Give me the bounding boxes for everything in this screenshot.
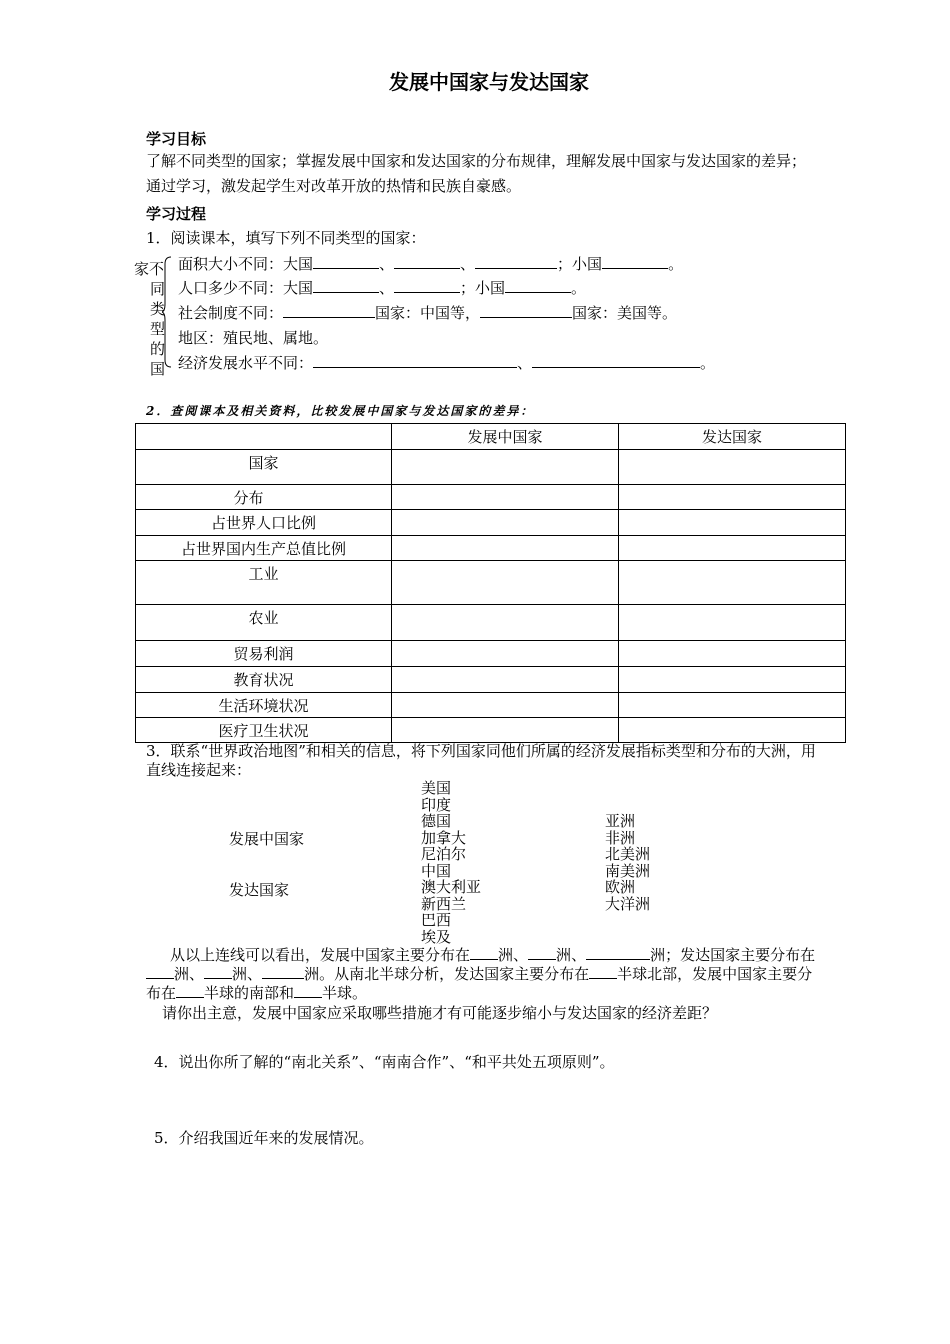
country-item[interactable]: 澳大利亚 bbox=[421, 878, 482, 896]
blank-field[interactable] bbox=[602, 254, 668, 269]
q1-line3-text-c: 国家：美国等。 bbox=[572, 304, 678, 322]
q3-question: 请你出主意，发展中国家应采取哪些措施才有可能逐步缩小与发达国家的经济差距？ bbox=[162, 1004, 718, 1022]
q1-line3-text: 社会制度不同： bbox=[178, 304, 284, 322]
answer-cell[interactable] bbox=[619, 536, 846, 561]
answer-cell[interactable] bbox=[392, 605, 619, 641]
blank-field[interactable] bbox=[146, 964, 174, 979]
table-row bbox=[136, 667, 846, 693]
answer-cell[interactable] bbox=[619, 718, 846, 743]
table-row bbox=[136, 450, 846, 485]
side-label-char: 类 bbox=[150, 300, 166, 318]
blank-field[interactable] bbox=[532, 353, 700, 368]
q1-line5-text: 经济发展水平不同： bbox=[178, 354, 314, 372]
sep: 、 bbox=[379, 279, 395, 297]
continent-item[interactable]: 南美洲 bbox=[605, 861, 651, 880]
continent-item[interactable]: 大洋洲 bbox=[605, 894, 651, 913]
q1-line-economy bbox=[178, 352, 715, 373]
q4-prompt: 4．说出你所了解的“南北关系”、“南南合作”、“和平共处五项原则”。 bbox=[154, 1053, 615, 1071]
table-row bbox=[136, 485, 846, 510]
blank-field[interactable] bbox=[586, 945, 650, 960]
summary-text: 洲 bbox=[650, 946, 666, 964]
table-header-developed: 发达国家 bbox=[619, 424, 846, 450]
blank-field[interactable] bbox=[505, 278, 571, 293]
summary-text: 、 bbox=[513, 946, 529, 964]
q3-summary bbox=[146, 945, 818, 1002]
summary-text: 洲 bbox=[498, 946, 514, 964]
summary-text: 、 bbox=[571, 946, 587, 964]
table-header-row bbox=[136, 424, 846, 450]
table-header-developing: 发展中国家 bbox=[392, 424, 619, 450]
side-label-char: 国 bbox=[150, 360, 166, 378]
type-developed: 发达国家 bbox=[229, 881, 290, 899]
country-item[interactable]: 美国 bbox=[421, 779, 452, 797]
blank-field[interactable] bbox=[204, 964, 232, 979]
table-row bbox=[136, 718, 846, 743]
blank-field[interactable] bbox=[313, 278, 379, 293]
q2-prompt-text: 2．查阅课本及相关资料，比较发展中国家与发达国家的差异： bbox=[146, 404, 535, 418]
answer-cell[interactable] bbox=[619, 605, 846, 641]
country-item[interactable]: 加拿大 bbox=[421, 828, 467, 847]
answer-cell[interactable] bbox=[392, 693, 619, 718]
row-label: 贸易利润 bbox=[136, 641, 392, 667]
summary-text: 、 bbox=[247, 965, 263, 983]
summary-text: 半球的南部和 bbox=[204, 984, 295, 1002]
row-label: 占世界国内生产总值比例 bbox=[136, 536, 392, 561]
q1-line2-text-b: ；小国 bbox=[460, 279, 506, 297]
goals-text: 了解不同类型的国家；掌握发展中国家和发达国家的分布规律，理解发展中国家与发达国家的差异；通过学习，激发起学生对改革开放的热情和民族自豪感。 bbox=[146, 152, 807, 195]
q1-line3-text-b: 国家：中国等， bbox=[375, 304, 481, 322]
summary-text: 。从南北半球分析，发达国家主要分布在 bbox=[319, 965, 590, 983]
row-label: 分布 bbox=[136, 485, 392, 510]
country-item[interactable]: 巴西 bbox=[421, 911, 452, 929]
blank-field[interactable] bbox=[589, 964, 617, 979]
answer-cell[interactable] bbox=[619, 693, 846, 718]
answer-cell[interactable] bbox=[392, 667, 619, 693]
country-item[interactable]: 新西兰 bbox=[421, 894, 467, 913]
answer-cell[interactable] bbox=[392, 450, 619, 485]
q1-line-area bbox=[178, 253, 683, 274]
country-item[interactable]: 中国 bbox=[421, 861, 452, 880]
sep: 、 bbox=[517, 354, 533, 372]
side-label-char: 同 bbox=[150, 280, 166, 298]
summary-text: 半球。 bbox=[322, 984, 368, 1002]
continent-item[interactable]: 非洲 bbox=[605, 828, 636, 847]
answer-cell[interactable] bbox=[392, 718, 619, 743]
answer-cell[interactable] bbox=[392, 536, 619, 561]
q2-prompt bbox=[146, 401, 534, 419]
answer-cell[interactable] bbox=[619, 561, 846, 605]
blank-field[interactable] bbox=[480, 303, 572, 318]
answer-cell[interactable] bbox=[619, 641, 846, 667]
country-item[interactable]: 德国 bbox=[421, 812, 452, 830]
summary-text: 洲 bbox=[174, 965, 190, 983]
table-row bbox=[136, 693, 846, 718]
comparison-table bbox=[135, 423, 846, 743]
answer-cell[interactable] bbox=[392, 485, 619, 510]
summary-text: 洲 bbox=[556, 946, 572, 964]
side-label-char: 型 bbox=[150, 320, 166, 338]
row-label: 生活环境状况 bbox=[136, 693, 392, 718]
summary-text: 洲 bbox=[232, 965, 248, 983]
table-header-cell bbox=[136, 424, 392, 450]
row-label: 占世界人口比例 bbox=[136, 510, 392, 536]
summary-text: 从以上连线可以看出，发展中国家主要分布在 bbox=[170, 946, 471, 964]
answer-cell[interactable] bbox=[619, 485, 846, 510]
country-item[interactable]: 尼泊尔 bbox=[421, 845, 467, 863]
blank-field[interactable] bbox=[394, 278, 460, 293]
continent-list bbox=[605, 813, 650, 912]
table-row bbox=[136, 605, 846, 641]
continent-item[interactable]: 北美洲 bbox=[605, 845, 651, 863]
country-item[interactable]: 印度 bbox=[421, 795, 452, 814]
blank-field[interactable] bbox=[394, 254, 460, 269]
blank-field[interactable] bbox=[470, 945, 498, 960]
row-label: 医疗卫生状况 bbox=[136, 718, 392, 743]
q1-prompt: 1．阅读课本，填写下列不同类型的国家： bbox=[146, 229, 426, 247]
q1-line1-text-b: ；小国 bbox=[557, 255, 603, 273]
period: 。 bbox=[700, 354, 716, 372]
answer-cell[interactable] bbox=[392, 510, 619, 536]
table-row bbox=[136, 561, 846, 605]
summary-text: 、 bbox=[189, 965, 205, 983]
row-label: 教育状况 bbox=[136, 667, 392, 693]
q1-line-social-system bbox=[178, 302, 677, 323]
continent-item[interactable]: 亚洲 bbox=[605, 812, 636, 830]
goals-heading: 学习目标 bbox=[146, 130, 207, 148]
blank-field[interactable] bbox=[313, 254, 379, 269]
country-list bbox=[421, 780, 481, 945]
blank-field[interactable] bbox=[262, 964, 304, 979]
q1-line1-text: 面积大小不同：大国 bbox=[178, 255, 314, 273]
answer-cell[interactable] bbox=[392, 561, 619, 605]
table-row bbox=[136, 536, 846, 561]
period: 。 bbox=[571, 279, 587, 297]
row-label: 国家 bbox=[136, 450, 392, 485]
side-label-char: 家不 bbox=[134, 260, 165, 278]
continent-item[interactable]: 欧洲 bbox=[605, 878, 636, 896]
summary-text: 洲 bbox=[304, 965, 320, 983]
blank-field[interactable] bbox=[176, 983, 204, 998]
sep: 、 bbox=[379, 255, 395, 273]
table-row bbox=[136, 641, 846, 667]
summary-text: 半球北部，发展中国家主要分布在 bbox=[146, 965, 813, 1002]
answer-cell[interactable] bbox=[619, 667, 846, 693]
q5-prompt: 5．介绍我国近年来的发展情况。 bbox=[154, 1129, 374, 1147]
q1-line2-text: 人口多少不同：大国 bbox=[178, 279, 314, 297]
blank-field[interactable] bbox=[313, 353, 517, 368]
blank-field[interactable] bbox=[475, 254, 557, 269]
blank-field[interactable] bbox=[294, 983, 322, 998]
brace-shape bbox=[162, 256, 172, 368]
country-item[interactable]: 埃及 bbox=[421, 927, 452, 946]
blank-field[interactable] bbox=[283, 303, 375, 318]
side-label-char: 的 bbox=[150, 340, 166, 358]
table-row bbox=[136, 510, 846, 536]
q1-side-label bbox=[134, 259, 165, 379]
process-heading: 学习过程 bbox=[146, 205, 207, 223]
row-label: 工业 bbox=[136, 561, 392, 605]
period: 。 bbox=[668, 255, 684, 273]
summary-text: ；发达国家主要分布在 bbox=[665, 946, 816, 964]
page-title: 发展中国家与发达国家 bbox=[389, 70, 589, 94]
q3-prompt: 3．联系“世界政治地图”和相关的信息，将下列国家同他们所属的经济发展指标类型和分布的大洲，用直线连接起来： bbox=[146, 742, 816, 779]
answer-cell[interactable] bbox=[619, 450, 846, 485]
q1-line-region: 地区：殖民地、属地。 bbox=[178, 329, 329, 347]
sep: 、 bbox=[460, 255, 476, 273]
answer-cell[interactable] bbox=[619, 510, 846, 536]
answer-cell[interactable] bbox=[392, 641, 619, 667]
type-developing: 发展中国家 bbox=[229, 830, 305, 848]
blank-field[interactable] bbox=[528, 945, 556, 960]
row-label: 农业 bbox=[136, 605, 392, 641]
q1-line-population bbox=[178, 277, 586, 298]
